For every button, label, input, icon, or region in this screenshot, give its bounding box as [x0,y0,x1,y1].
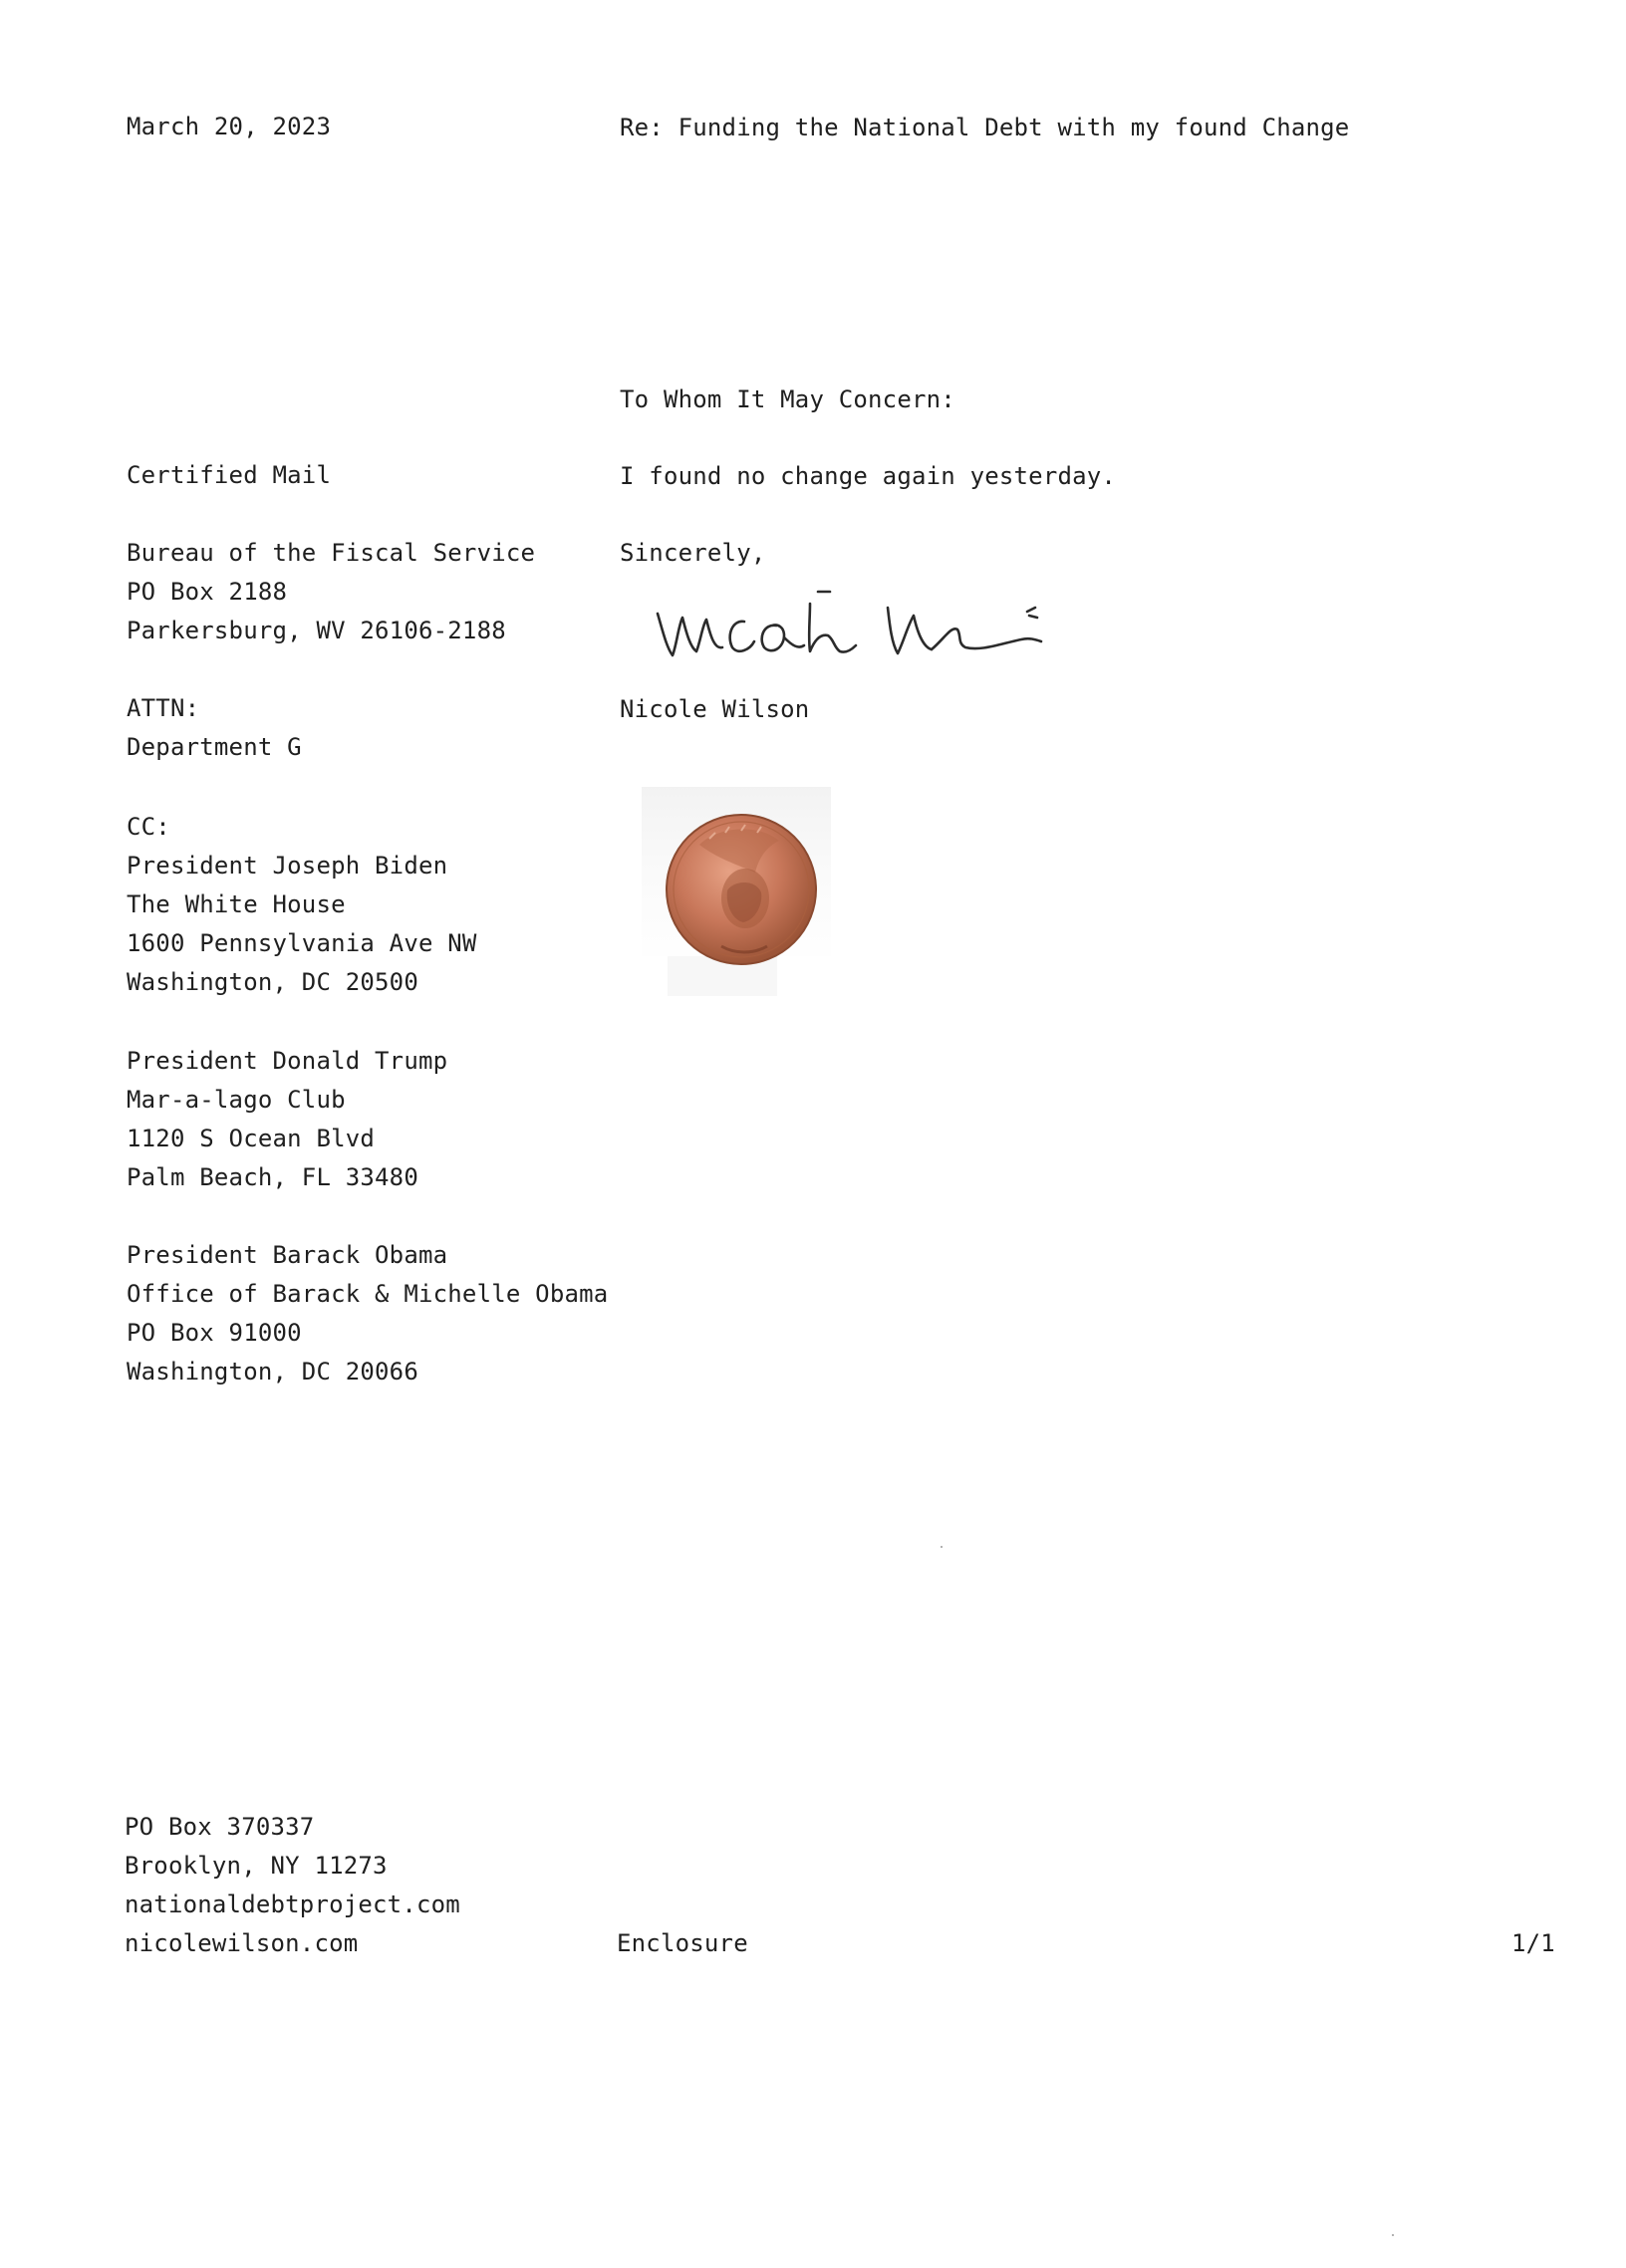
cc-line: PO Box 91000 [127,1319,302,1347]
attention-department: Department G [127,733,302,761]
cc-line: Washington, DC 20500 [127,968,418,996]
cc-line: Office of Barack & Michelle Obama [127,1280,609,1308]
return-address [125,1808,460,1963]
cc-line: The White House [127,890,346,918]
return-address-line: Brooklyn, NY 11273 [125,1852,388,1880]
recipient-address [127,534,535,650]
letter-date: March 20, 2023 [127,113,332,140]
cc-line: Washington, DC 20066 [127,1358,418,1386]
attention-block [127,689,302,767]
attention-label: ATTN: [127,694,200,722]
closing: Sincerely, [620,539,766,567]
delivery-method: Certified Mail [127,461,332,489]
recipient-line: Parkersburg, WV 26106-2188 [127,617,506,644]
recipient-line: Bureau of the Fiscal Service [127,539,536,567]
website-link: nationaldebtproject.com [125,1890,460,1918]
cc-recipient [127,1236,608,1391]
cc-label: CC: [127,813,170,841]
return-address-line: PO Box 370337 [125,1813,315,1841]
cc-line: President Barack Obama [127,1241,448,1269]
cc-recipient [127,847,477,1002]
cc-line: President Donald Trump [127,1047,448,1075]
handwritten-signature-icon [653,586,1051,675]
recipient-line: PO Box 2188 [127,578,288,606]
cc-line: 1600 Pennsylvania Ave NW [127,929,477,957]
enclosure-note: Enclosure [617,1929,748,1957]
website-link: nicolewilson.com [125,1929,359,1957]
salutation: To Whom It May Concern: [620,385,955,413]
signer-name: Nicole Wilson [620,695,810,723]
penny-coin-icon [638,787,837,1016]
cc-line: President Joseph Biden [127,852,448,880]
scan-speck [941,1546,943,1548]
page-number: 1/1 [1511,1929,1555,1957]
letter-subject: Re: Funding the National Debt with my found Change [620,114,1350,141]
cc-line: Mar-a-lago Club [127,1086,346,1114]
cc-recipient [127,1042,447,1197]
cc-line: 1120 S Ocean Blvd [127,1125,376,1152]
scan-speck [1392,2234,1394,2236]
letter-body: I found no change again yesterday. [620,462,1117,490]
cc-line: Palm Beach, FL 33480 [127,1163,418,1191]
